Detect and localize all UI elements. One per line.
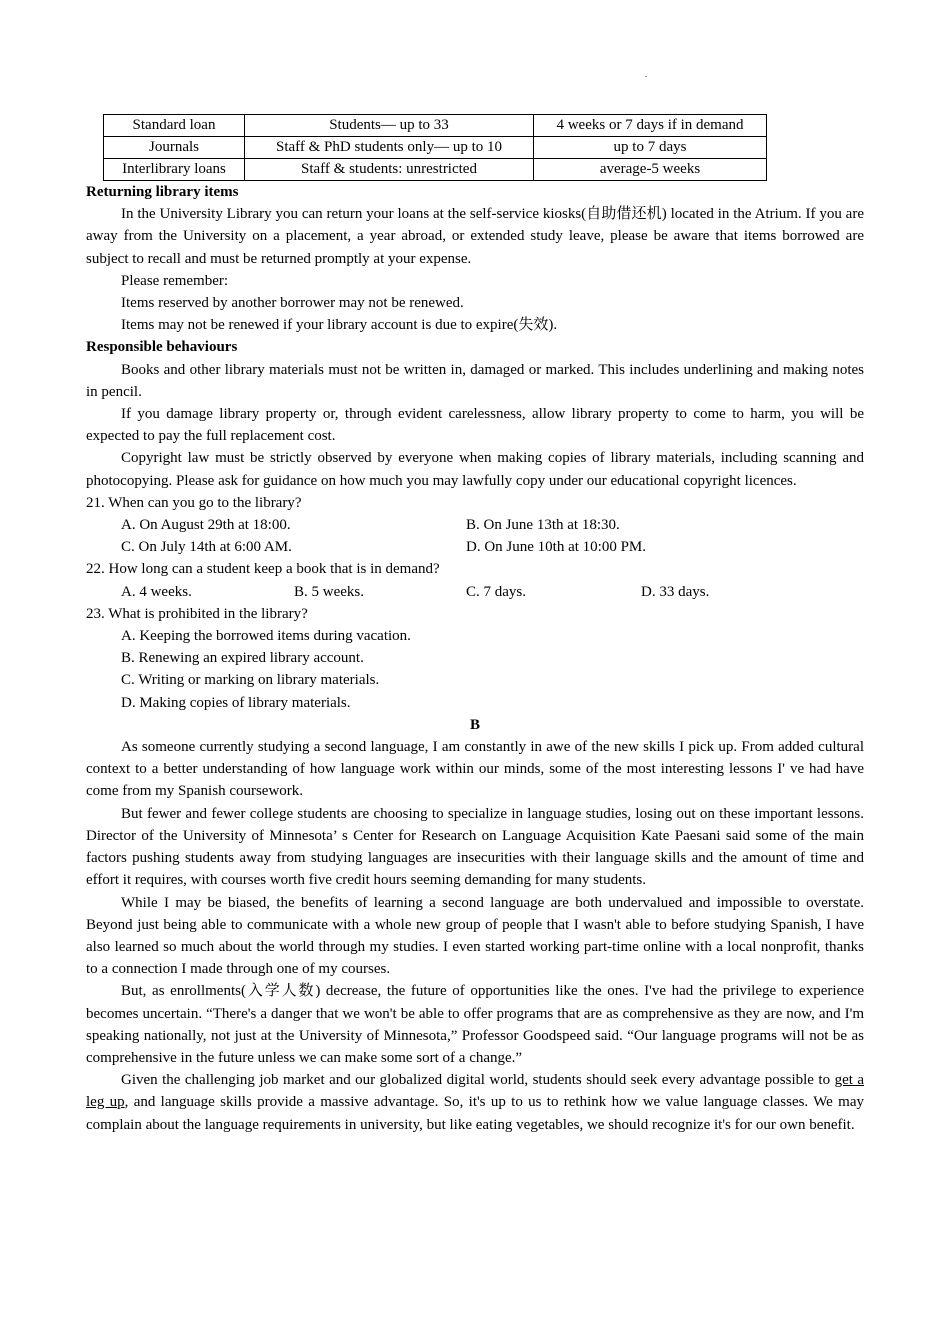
question-21: 21. When can you go to the library? bbox=[86, 494, 302, 511]
table-cell: Students— up to 33 bbox=[245, 115, 534, 137]
option-c: C. Writing or marking on library materials. bbox=[121, 672, 380, 689]
returning-paragraph: In the University Library you can return your loans at the self-service kiosks(自助借还机) located in the Atrium. If you are away from the University on a placement, a year abroad, or extended study leave, please be aware that items borrowed are subject to recall and must be returned promptly at your expense. bbox=[86, 206, 864, 267]
passage-text: , and language skills provide a massive advantage. So, it's up to us to rethink how we value language classes. We may complain about the language requirements in university, but like eating vegetables, we should recognize it's for our own benefit. bbox=[86, 1094, 864, 1133]
passage-text: Given the challenging job market and our globalized digital world, students should seek every advantage possible to bbox=[121, 1072, 835, 1089]
remember-item: Items reserved by another borrower may not be renewed. bbox=[121, 295, 464, 312]
remember-item: Items may not be renewed if your library account is due to expire(失效). bbox=[121, 317, 558, 334]
table-row bbox=[104, 137, 767, 159]
passage-paragraph: But, as enrollments(入学人数) decrease, the future of opportunities like the ones. I've had the privilege to experience becomes uncertain. “There's a danger that we won't be able to offer programs that are as comprehensive as they are now, and I'm speaking nationally, not just at the University of Minnesota,” Professor Goodspeed said. “Our language programs will not be as comprehensive in the future unless we can make some sort of a change.” bbox=[86, 983, 864, 1066]
passage-paragraph: But fewer and fewer college students are choosing to specialize in language studies, losing out on these important lessons. Director of the University of Minnesota’ s Center for Research on Language Acquisition Kate Paesani said some of the main factors pushing students away from studying languages are insecurities with their language skills and the amount of time and effort it requires, with courses worth five credit hours seeming demanding for many students. bbox=[86, 805, 864, 889]
table-cell: Standard loan bbox=[104, 115, 245, 137]
option-b: B. Renewing an expired library account. bbox=[121, 650, 364, 667]
option-a: A. Keeping the borrowed items during vacation. bbox=[121, 628, 411, 645]
option-a: A. On August 29th at 18:00. bbox=[121, 517, 291, 534]
table-cell: 4 weeks or 7 days if in demand bbox=[534, 115, 767, 137]
table-cell: Interlibrary loans bbox=[104, 159, 245, 181]
option-c: C. 7 days. bbox=[466, 583, 526, 600]
table-row bbox=[104, 159, 767, 181]
table-cell: Journals bbox=[104, 137, 245, 159]
responsible-paragraph: Books and other library materials must not be written in, damaged or marked. This includes underlining and making notes in pencil. bbox=[86, 361, 864, 400]
passage-paragraph: As someone currently studying a second language, I am constantly in awe of the new skills I pick up. From added cultural context to a better understanding of how language work within our minds, some of the most interesting lessons I' ve had have come from my Spanish coursework. bbox=[86, 739, 864, 800]
question-21-options bbox=[86, 514, 864, 536]
option-b: B. 5 weeks. bbox=[294, 583, 364, 600]
option-a: A. 4 weeks. bbox=[121, 583, 192, 600]
responsible-paragraph: If you damage library property or, through evident carelessness, allow library property to come to harm, you will be expected to pay the full replacement cost. bbox=[86, 406, 864, 445]
scan-speck bbox=[645, 76, 647, 77]
table-row bbox=[104, 115, 767, 137]
passage-paragraph: While I may be biased, the benefits of learning a second language are both undervalued and impossible to overstate. Beyond just being able to communicate with a whole new group of people that I wasn't able to before studying Spanish, I have also learned so much about the world through my studies. I even started working part-time online with a local nonprofit, thanks to a connection I made through one of my courses. bbox=[86, 894, 864, 978]
table-cell: Staff & PhD students only— up to 10 bbox=[245, 137, 534, 159]
passage-b-label: B bbox=[469, 716, 480, 733]
option-d: D. 33 days. bbox=[641, 583, 710, 600]
question-22-options bbox=[86, 581, 864, 603]
option-d: D. Making copies of library materials. bbox=[121, 694, 351, 711]
responsible-paragraph: Copyright law must be strictly observed by everyone when making copies of library materials, including scanning and photocopying. Please ask for guidance on how much you may lawfully copy under our educational copyright licences. bbox=[86, 450, 864, 489]
question-23: 23. What is prohibited in the library? bbox=[86, 605, 308, 622]
table-cell: Staff & students: unrestricted bbox=[245, 159, 534, 181]
question-21-options bbox=[86, 536, 864, 558]
option-d: D. On June 10th at 10:00 PM. bbox=[466, 539, 646, 556]
option-c: C. On July 14th at 6:00 AM. bbox=[121, 539, 292, 556]
responsible-heading: Responsible behaviours bbox=[86, 339, 238, 356]
question-22: 22. How long can a student keep a book that is in demand? bbox=[86, 561, 440, 578]
option-b: B. On June 13th at 18:30. bbox=[466, 517, 620, 534]
table-cell: up to 7 days bbox=[534, 137, 767, 159]
returning-heading: Returning library items bbox=[86, 184, 239, 200]
table-cell: average-5 weeks bbox=[534, 159, 767, 181]
underlined-phrase: get a leg up bbox=[86, 1072, 865, 1111]
passage-paragraph bbox=[86, 1069, 864, 1136]
remember-label: Please remember: bbox=[121, 272, 229, 289]
page-content bbox=[86, 114, 864, 1136]
loan-table bbox=[103, 114, 767, 181]
